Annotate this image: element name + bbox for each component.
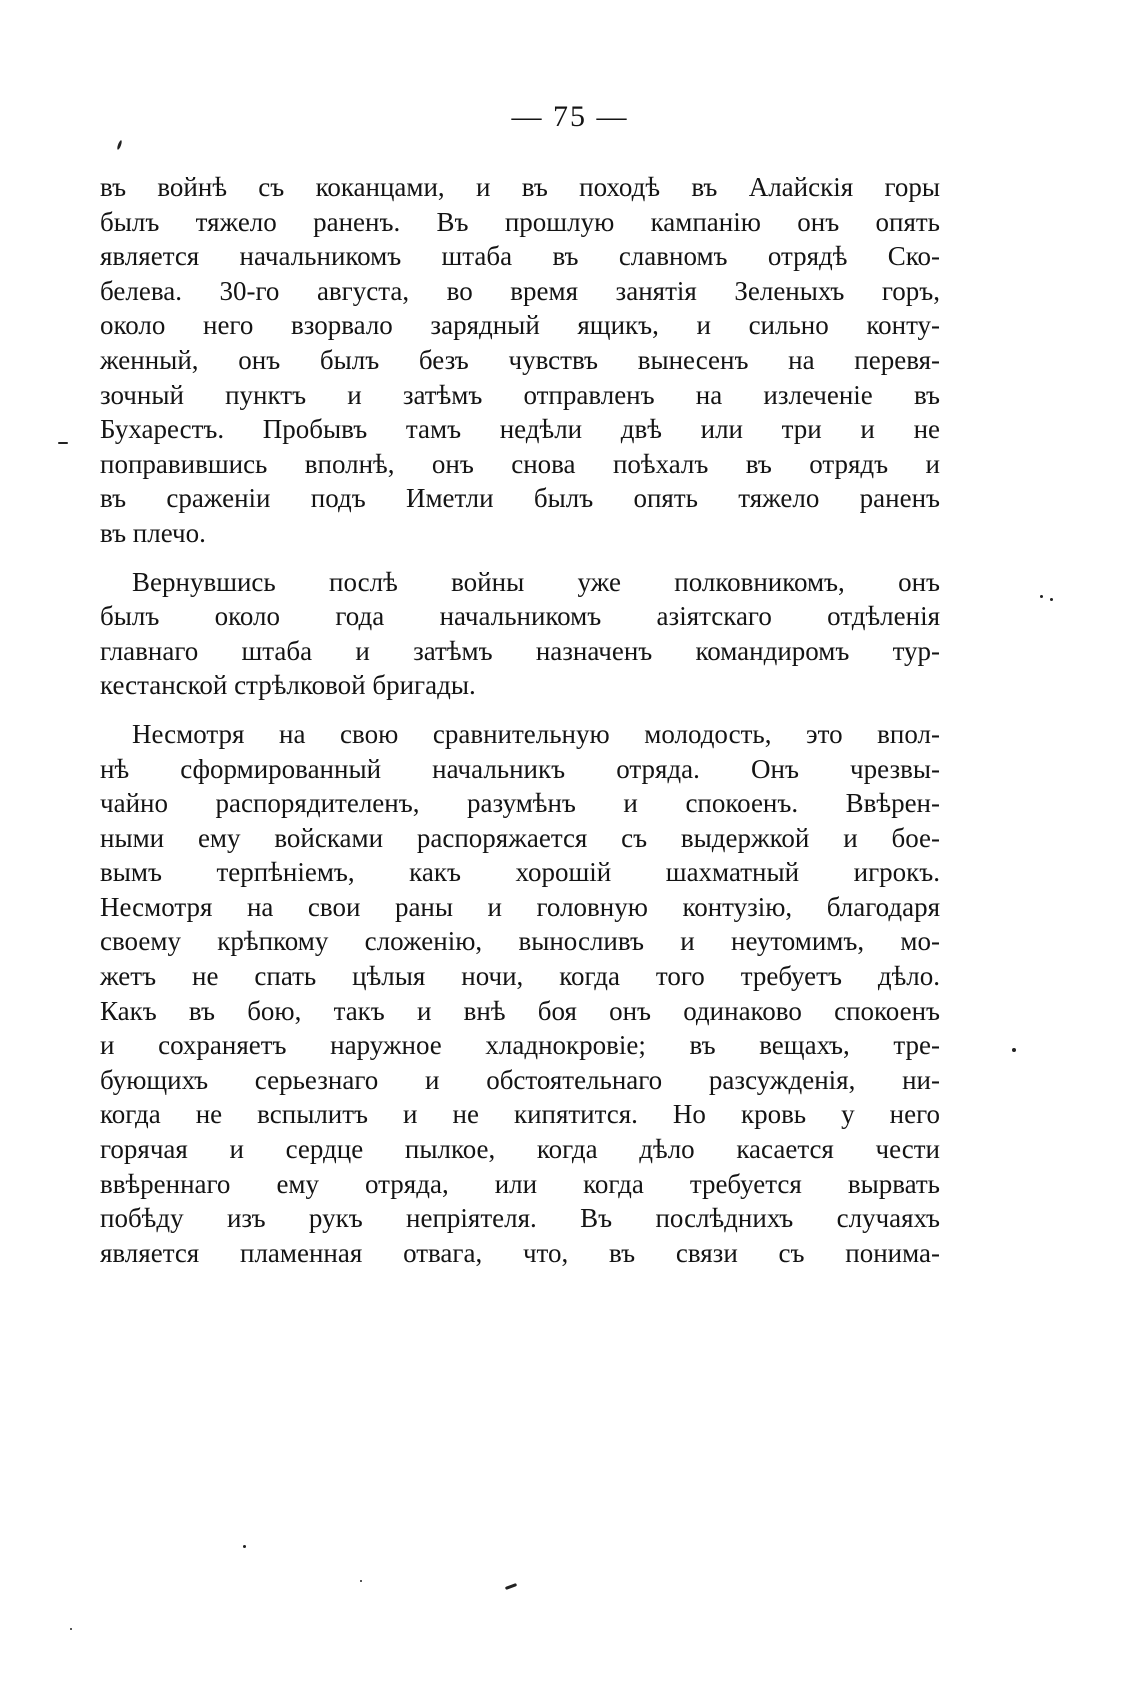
- text-line: Бухарестъ. Пробывъ тамъ недѣли двѣ или три и не: [100, 414, 940, 445]
- text-line: поправившись вполнѣ, онъ снова поѣхалъ въ отрядъ и: [100, 448, 940, 479]
- page-number: — 75 —: [511, 100, 629, 133]
- scan-speck: [70, 1628, 72, 1630]
- text-line: нѣ сформированный начальникъ отряда. Онъ чрезвы-: [100, 753, 940, 784]
- text-line: Вернувшись послѣ войны уже полковникомъ, онъ: [132, 566, 940, 597]
- scan-speck: [505, 1583, 517, 1590]
- text-line: является начальникомъ штаба въ славномъ отрядѣ Ско-: [100, 241, 940, 272]
- text-line: женный, онъ былъ безъ чувствъ вынесенъ на перевя-: [100, 344, 940, 375]
- text-line: въ сраженіи подъ Иметли былъ опять тяжело раненъ: [100, 483, 940, 514]
- text-line: чайно распорядителенъ, разумѣнъ и спокоенъ. Ввѣрен-: [100, 788, 940, 819]
- text-line: горячая и сердце пылкое, когда дѣло касается чести: [100, 1134, 940, 1165]
- text-line: Какъ въ бою, такъ и внѣ боя онъ одинаково спокоенъ: [100, 995, 940, 1026]
- text-line: является пламенная отвага, что, въ связи съ понима-: [100, 1237, 940, 1268]
- scan-speck: [1050, 598, 1053, 601]
- paragraph-3: [100, 717, 940, 1271]
- text-line: Несмотря на свою сравнительную молодость, это впол-: [132, 718, 940, 749]
- text-line: жетъ не спать цѣлыя ночи, когда того требуетъ дѣло.: [100, 961, 940, 992]
- text-line: былъ тяжело раненъ. Въ прошлую кампанію онъ опять: [100, 206, 940, 237]
- text-line: кестанской стрѣлковой бригады.: [100, 670, 476, 701]
- scan-speck: [116, 140, 122, 150]
- text-line: былъ около года начальникомъ азіятскаго отдѣленія: [100, 601, 940, 632]
- text-line: белева. 30-го августа, во время занятія Зеленыхъ горъ,: [100, 275, 940, 306]
- text-line: ными ему войсками распоряжается съ выдержкой и бое-: [100, 822, 940, 853]
- scan-speck: [243, 1545, 246, 1548]
- scan-speck: [58, 442, 68, 444]
- scan-speck: [360, 1580, 362, 1582]
- text-line: когда не вспылитъ и не кипятится. Но кровь у него: [100, 1099, 940, 1130]
- text-line: главнаго штаба и затѣмъ назначенъ командиромъ тур-: [100, 635, 940, 666]
- paragraph-1: [100, 170, 940, 551]
- text-line: бующихъ серьезнаго и обстоятельнаго разсужденія, ни-: [100, 1064, 940, 1095]
- text-line: зочный пунктъ и затѣмъ отправленъ на излеченіе въ: [100, 379, 940, 410]
- paragraph-2: [100, 565, 940, 703]
- text-line: около него взорвало зарядный ящикъ, и сильно конту-: [100, 310, 940, 341]
- scan-speck: [1012, 1048, 1016, 1052]
- text-line: Несмотря на свои раны и головную контузію, благодаря: [100, 891, 940, 922]
- text-line: и сохраняетъ наружное хладнокровіе; въ вещахъ, тре-: [100, 1030, 940, 1061]
- text-line: своему крѣпкому сложенію, выносливъ и неутомимъ, мо-: [100, 926, 940, 957]
- text-line: ввѣреннаго ему отряда, или когда требуется вырвать: [100, 1168, 940, 1199]
- text-line: въ плечо.: [100, 517, 206, 548]
- body-text: [100, 170, 940, 1270]
- scan-speck: [1040, 595, 1043, 598]
- text-line: въ войнѣ съ коканцами, и въ походѣ въ Алайскія горы: [100, 172, 940, 202]
- text-line: побѣду изъ рукъ непріятеля. Въ послѣднихъ случаяхъ: [100, 1203, 940, 1234]
- text-line: вымъ терпѣніемъ, какъ хорошій шахматный игрокъ.: [100, 857, 940, 888]
